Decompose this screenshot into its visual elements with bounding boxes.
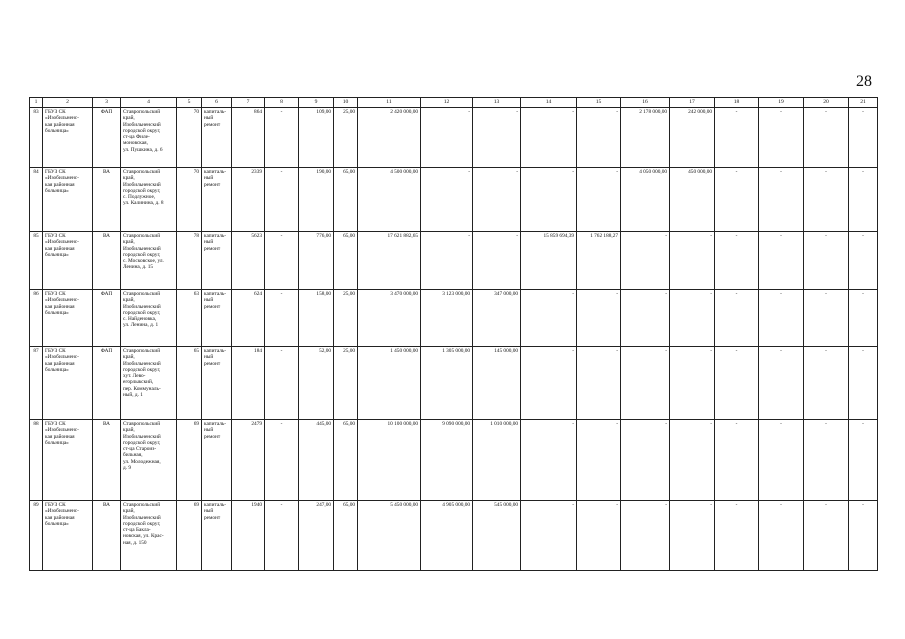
row-cell-col-5: 70 bbox=[177, 168, 202, 232]
row-cell-col-12: - bbox=[421, 168, 473, 232]
row-cell-col-10: 25,00 bbox=[334, 290, 358, 347]
row-cell-col-13: 1 010 000,00 bbox=[473, 420, 521, 501]
row-cell-col-16: - bbox=[621, 420, 670, 501]
row-cell-col-4: Ставропольский край, Изобильненский городской округ, ст-ца Баклa- новская, ул. Крас- ная, д. 150 bbox=[121, 501, 177, 571]
table-row bbox=[30, 347, 878, 420]
row-cell-col-10: 65,00 bbox=[334, 501, 358, 571]
row-cell-col-17: 450 000,00 bbox=[670, 168, 715, 232]
header-cell-col-1: 1 bbox=[30, 98, 43, 108]
row-cell-col-8: - bbox=[265, 232, 299, 290]
row-cell-col-9: 158,00 bbox=[299, 290, 334, 347]
row-cell-col-5: 65 bbox=[177, 347, 202, 420]
row-cell-col-6: капиталь- ный ремонт bbox=[202, 501, 232, 571]
row-cell-col-19: - bbox=[759, 420, 804, 501]
row-cell-col-6: капиталь- ный ремонт bbox=[202, 108, 232, 168]
row-cell-col-3: ВА bbox=[93, 420, 121, 501]
row-cell-col-8: - bbox=[265, 501, 299, 571]
row-cell-col-11: 3 470 000,00 bbox=[358, 290, 421, 347]
row-cell-col-2: ГБУЗ СК «Изобильненс- кая районная больница» bbox=[43, 232, 93, 290]
row-cell-col-19: - bbox=[759, 347, 804, 420]
row-cell-col-1: 88 bbox=[30, 420, 43, 501]
row-cell-col-9: 247,00 bbox=[299, 501, 334, 571]
row-cell-col-21: - bbox=[849, 501, 878, 571]
header-cell-col-5: 5 bbox=[177, 98, 202, 108]
row-cell-col-11: 10 100 000,00 bbox=[358, 420, 421, 501]
header-cell-col-18: 18 bbox=[715, 98, 759, 108]
header-cell-col-20: 20 bbox=[804, 98, 849, 108]
row-cell-col-6: капиталь- ный ремонт bbox=[202, 232, 232, 290]
row-cell-col-18: - bbox=[715, 168, 759, 232]
row-cell-col-19: - bbox=[759, 501, 804, 571]
row-cell-col-18: - bbox=[715, 108, 759, 168]
row-cell-col-4: Ставропольский край, Изобильненский городской округ, хут. Лево- егорлыкский, пер. Коммуналь- ный, д. 1 bbox=[121, 347, 177, 420]
row-cell-col-18: - bbox=[715, 347, 759, 420]
row-cell-col-7: 864 bbox=[232, 108, 265, 168]
row-cell-col-13: - bbox=[473, 168, 521, 232]
row-cell-col-16: - bbox=[621, 501, 670, 571]
row-cell-col-17: - bbox=[670, 501, 715, 571]
row-cell-col-5: 70 bbox=[177, 108, 202, 168]
table-row bbox=[30, 420, 878, 501]
row-cell-col-17: - bbox=[670, 290, 715, 347]
row-cell-col-9: 190,00 bbox=[299, 168, 334, 232]
row-cell-col-12: - bbox=[421, 108, 473, 168]
row-cell-col-12: 3 123 000,00 bbox=[421, 290, 473, 347]
header-cell-col-19: 19 bbox=[759, 98, 804, 108]
row-cell-col-16: 4 050 000,00 bbox=[621, 168, 670, 232]
row-cell-col-1: 87 bbox=[30, 347, 43, 420]
row-cell-col-6: капиталь- ный ремонт bbox=[202, 290, 232, 347]
row-cell-col-8: - bbox=[265, 290, 299, 347]
row-cell-col-16: 2 178 000,00 bbox=[621, 108, 670, 168]
row-cell-col-3: ФАП bbox=[93, 290, 121, 347]
row-cell-col-15: - bbox=[577, 168, 621, 232]
row-cell-col-18: - bbox=[715, 232, 759, 290]
row-cell-col-14: - bbox=[521, 290, 577, 347]
row-cell-col-10: 25,00 bbox=[334, 347, 358, 420]
row-cell-col-9: 776,00 bbox=[299, 232, 334, 290]
row-cell-col-14: - bbox=[521, 347, 577, 420]
row-cell-col-15: - bbox=[577, 420, 621, 501]
row-cell-col-10: 65,00 bbox=[334, 232, 358, 290]
row-cell-col-20: - bbox=[804, 347, 849, 420]
page-number: 28 bbox=[856, 73, 872, 90]
row-cell-col-19: - bbox=[759, 108, 804, 168]
row-cell-col-5: 78 bbox=[177, 232, 202, 290]
row-cell-col-17: - bbox=[670, 420, 715, 501]
row-cell-col-21: - bbox=[849, 168, 878, 232]
row-cell-col-15: - bbox=[577, 347, 621, 420]
row-cell-col-7: 1940 bbox=[232, 501, 265, 571]
row-cell-col-15: - bbox=[577, 108, 621, 168]
header-cell-col-12: 12 bbox=[421, 98, 473, 108]
header-cell-col-6: 6 bbox=[202, 98, 232, 108]
row-cell-col-17: 242 000,00 bbox=[670, 108, 715, 168]
row-cell-col-16: - bbox=[621, 347, 670, 420]
row-cell-col-20: - bbox=[804, 232, 849, 290]
row-cell-col-1: 85 bbox=[30, 232, 43, 290]
row-cell-col-19: - bbox=[759, 168, 804, 232]
row-cell-col-11: 2 420 000,00 bbox=[358, 108, 421, 168]
row-cell-col-2: ГБУЗ СК «Изобильненс- кая районная больница» bbox=[43, 347, 93, 420]
row-cell-col-2: ГБУЗ СК «Изобильненс- кая районная больница» bbox=[43, 501, 93, 571]
header-cell-col-8: 8 bbox=[265, 98, 299, 108]
row-cell-col-12: 9 090 000,00 bbox=[421, 420, 473, 501]
row-cell-col-7: 5623 bbox=[232, 232, 265, 290]
row-cell-col-10: 25,00 bbox=[334, 108, 358, 168]
header-cell-col-16: 16 bbox=[621, 98, 670, 108]
row-cell-col-3: ВА bbox=[93, 168, 121, 232]
row-cell-col-7: 624 bbox=[232, 290, 265, 347]
row-cell-col-7: 2479 bbox=[232, 420, 265, 501]
header-cell-col-21: 21 bbox=[849, 98, 878, 108]
row-cell-col-11: 5 450 000,00 bbox=[358, 501, 421, 571]
row-cell-col-1: 83 bbox=[30, 108, 43, 168]
header-cell-col-17: 17 bbox=[670, 98, 715, 108]
row-cell-col-13: 145 000,00 bbox=[473, 347, 521, 420]
row-cell-col-2: ГБУЗ СК «Изобильненс- кая районная больница» bbox=[43, 108, 93, 168]
row-cell-col-5: 69 bbox=[177, 501, 202, 571]
row-cell-col-9: 52,00 bbox=[299, 347, 334, 420]
row-cell-col-12: 4 905 000,00 bbox=[421, 501, 473, 571]
table-row bbox=[30, 168, 878, 232]
row-cell-col-4: Ставропольский край, Изобильненский городской округ, ст-ца Староиз- бильная, ул. Молодежная, д. 9 bbox=[121, 420, 177, 501]
row-cell-col-13: - bbox=[473, 232, 521, 290]
row-cell-col-14: 15 859 694,39 bbox=[521, 232, 577, 290]
row-cell-col-5: 63 bbox=[177, 290, 202, 347]
header-cell-col-10: 10 bbox=[334, 98, 358, 108]
row-cell-col-4: Ставропольский край, Изобильненский городской округ, с. Московское, ул. Ленина, д. 15 bbox=[121, 232, 177, 290]
header-cell-col-9: 9 bbox=[299, 98, 334, 108]
row-cell-col-2: ГБУЗ СК «Изобильненс- кая районная больница» bbox=[43, 168, 93, 232]
table-row bbox=[30, 501, 878, 571]
row-cell-col-20: - bbox=[804, 420, 849, 501]
row-cell-col-21: - bbox=[849, 108, 878, 168]
row-cell-col-18: - bbox=[715, 501, 759, 571]
row-cell-col-10: 65,00 bbox=[334, 420, 358, 501]
row-cell-col-16: - bbox=[621, 290, 670, 347]
row-cell-col-19: - bbox=[759, 290, 804, 347]
row-cell-col-1: 89 bbox=[30, 501, 43, 571]
row-cell-col-7: 184 bbox=[232, 347, 265, 420]
row-cell-col-5: 69 bbox=[177, 420, 202, 501]
row-cell-col-15: 1 762 188,27 bbox=[577, 232, 621, 290]
header-cell-col-13: 13 bbox=[473, 98, 521, 108]
row-cell-col-20: - bbox=[804, 501, 849, 571]
row-cell-col-1: 84 bbox=[30, 168, 43, 232]
row-cell-col-21: - bbox=[849, 232, 878, 290]
row-cell-col-8: - bbox=[265, 347, 299, 420]
row-cell-col-4: Ставропольский край, Изобильненский городской округ, с. Найденовка, ул. Ленина, д. 1 bbox=[121, 290, 177, 347]
row-cell-col-14: - bbox=[521, 168, 577, 232]
table-row bbox=[30, 290, 878, 347]
row-cell-col-21: - bbox=[849, 290, 878, 347]
row-cell-col-8: - bbox=[265, 108, 299, 168]
row-cell-col-21: - bbox=[849, 420, 878, 501]
row-cell-col-20: - bbox=[804, 168, 849, 232]
row-cell-col-12: 1 305 000,00 bbox=[421, 347, 473, 420]
row-cell-col-2: ГБУЗ СК «Изобильненс- кая районная больница» bbox=[43, 290, 93, 347]
row-cell-col-13: 347 000,00 bbox=[473, 290, 521, 347]
row-cell-col-19: - bbox=[759, 232, 804, 290]
table-row bbox=[30, 108, 878, 168]
row-cell-col-11: 17 621 882,65 bbox=[358, 232, 421, 290]
row-cell-col-16: - bbox=[621, 232, 670, 290]
row-cell-col-6: капиталь- ный ремонт bbox=[202, 347, 232, 420]
row-cell-col-21: - bbox=[849, 347, 878, 420]
header-cell-col-15: 15 bbox=[577, 98, 621, 108]
row-cell-col-3: ФАП bbox=[93, 347, 121, 420]
row-cell-col-3: ВА bbox=[93, 501, 121, 571]
row-cell-col-11: 4 500 000,00 bbox=[358, 168, 421, 232]
header-cell-col-3: 3 bbox=[93, 98, 121, 108]
header-cell-col-7: 7 bbox=[232, 98, 265, 108]
row-cell-col-13: - bbox=[473, 108, 521, 168]
row-cell-col-10: 65,00 bbox=[334, 168, 358, 232]
row-cell-col-2: ГБУЗ СК «Изобильненс- кая районная больница» bbox=[43, 420, 93, 501]
row-cell-col-18: - bbox=[715, 420, 759, 501]
table-row bbox=[30, 232, 878, 290]
row-cell-col-4: Ставропольский край, Изобильненский городской округ, с. Подлужное, ул. Калинина, д. 8 bbox=[121, 168, 177, 232]
row-cell-col-20: - bbox=[804, 290, 849, 347]
row-cell-col-12: - bbox=[421, 232, 473, 290]
row-cell-col-17: - bbox=[670, 347, 715, 420]
row-cell-col-18: - bbox=[715, 290, 759, 347]
row-cell-col-15: - bbox=[577, 290, 621, 347]
row-cell-col-17: - bbox=[670, 232, 715, 290]
header-cell-col-2: 2 bbox=[43, 98, 93, 108]
row-cell-col-7: 2339 bbox=[232, 168, 265, 232]
row-cell-col-8: - bbox=[265, 168, 299, 232]
row-cell-col-15: - bbox=[577, 501, 621, 571]
header-row bbox=[30, 98, 878, 108]
header-cell-col-4: 4 bbox=[121, 98, 177, 108]
register-table bbox=[29, 97, 878, 571]
row-cell-col-8: - bbox=[265, 420, 299, 501]
row-cell-col-20: - bbox=[804, 108, 849, 168]
row-cell-col-14: - bbox=[521, 420, 577, 501]
row-cell-col-11: 1 450 000,00 bbox=[358, 347, 421, 420]
row-cell-col-3: ВА bbox=[93, 232, 121, 290]
row-cell-col-1: 86 bbox=[30, 290, 43, 347]
header-cell-col-11: 11 bbox=[358, 98, 421, 108]
row-cell-col-9: 445,00 bbox=[299, 420, 334, 501]
row-cell-col-14: - bbox=[521, 501, 577, 571]
header-cell-col-14: 14 bbox=[521, 98, 577, 108]
row-cell-col-4: Ставропольский край, Изобильненский городской округ, ст-ца Филе- моновская, ул. Пушкина, д. 6 bbox=[121, 108, 177, 168]
row-cell-col-3: ФАП bbox=[93, 108, 121, 168]
row-cell-col-14: - bbox=[521, 108, 577, 168]
row-cell-col-6: капиталь- ный ремонт bbox=[202, 168, 232, 232]
row-cell-col-13: 545 000,00 bbox=[473, 501, 521, 571]
row-cell-col-9: 109,00 bbox=[299, 108, 334, 168]
row-cell-col-6: капиталь- ный ремонт bbox=[202, 420, 232, 501]
